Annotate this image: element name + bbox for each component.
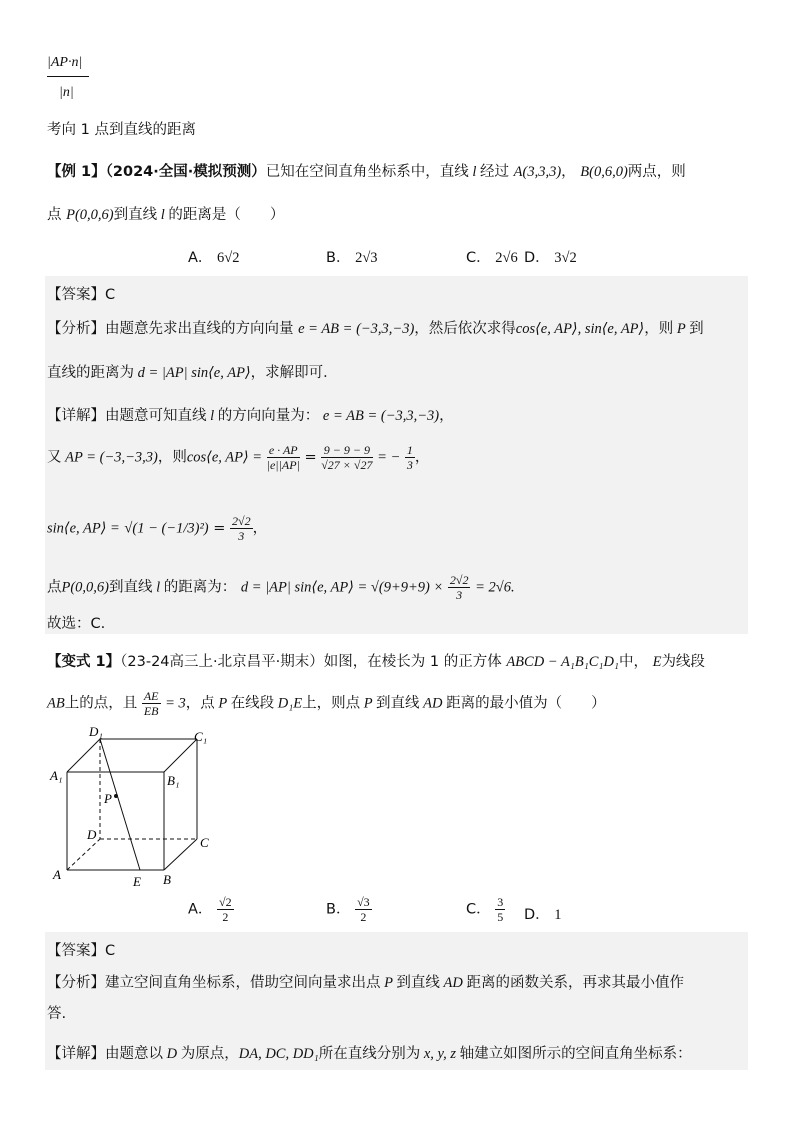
variant1-analysis-line1: 【分析】建立空间直角坐标系，借助空间向量求出点 P 到直线 AD 距离的函数关系，再求其最小值作 — [47, 975, 684, 991]
label-B1: B₁ — [167, 773, 180, 788]
example1-stem-text: 到直线 — [113, 207, 158, 223]
label-P: P — [104, 791, 112, 806]
variant-option-a[interactable]: A． $\frac{√2}{2}$ — [188, 895, 232, 924]
top-formula — [47, 55, 89, 101]
example1-stem-text: 两点，则 — [627, 164, 686, 180]
label-D1: D₁ — [89, 724, 103, 739]
example1-source: （2024·全国·模拟预测） — [105, 164, 266, 180]
example1-stem-line1: 【例 1】（2024·全国·模拟预测）已知在空间直角坐标系中，直线 l 经过 A(3,3,3)， B(0,6,0)两点，则 — [47, 164, 686, 180]
section-title: 考向 1 点到直线的距离 — [47, 122, 196, 138]
point-b: B(0,6,0) — [580, 164, 628, 180]
direction-vector: e = AB = (−3,3,−3) — [298, 321, 415, 337]
point-a: A(3,3,3) — [513, 164, 562, 180]
example1-stem-text: 已知在空间直角坐标系中，直线 — [265, 164, 469, 180]
cube-figure — [47, 722, 227, 892]
label-A: A — [53, 867, 61, 882]
variant1-analysis-line2: 答. — [47, 1006, 67, 1022]
example1-stem-line2: 点 P(0,0,6)到直线 l 的距离是（ ） — [47, 207, 285, 223]
variant-option-d[interactable]: D． 1 — [524, 907, 562, 923]
variant1-stem-line2: AB上的点，且 $\frac{AE}{EB}$ = 3，点 P 在线段 D₁E上，则点 P 到直线 AD 距离的最小值为（ ） — [47, 689, 606, 718]
option-b[interactable]: B． 2√3 — [326, 250, 378, 266]
label-D: D — [87, 827, 97, 842]
option-d[interactable]: D． 3√2 — [524, 250, 577, 266]
example1-stem-text: 点 — [47, 207, 62, 223]
cube-name: ABCD − A₁B₁C₁D₁ — [506, 654, 619, 670]
variant-option-c[interactable]: C． $\frac{3}{5}$ — [466, 895, 504, 924]
example1-stem-text: 经过 — [480, 164, 510, 180]
example1-detail-line3: sin⟨e, AP⟩ = √(1 − (−1/3)²) = $\frac{2√2}{3}$ ， — [47, 514, 268, 543]
example1-detail-line4: 点P(0,0,6)到直线 l 的距离为： d = |AP| sin⟨e, AP⟩ = √(9+9+9) × $\frac{2√2}{3}$ = 2√6. — [47, 573, 515, 602]
formula-denominator: |n| — [59, 85, 74, 100]
option-c[interactable]: C． 2√6 — [466, 250, 518, 266]
example1-stem-text: 的距离是（ ） — [168, 207, 285, 223]
example1-analysis-line1: 【分析】由题意先求出直线的方向向量 e = AB = (−3,3,−3)，然后依次求得cos⟨e, AP⟩, sin⟨e, AP⟩，则 P 到 — [47, 321, 704, 337]
variant1-detail-line1: 【详解】由题意以 D 为原点，DA, DC, DD₁所在直线分别为 x, y, z 轴建立如图所示的空间直角坐标系： — [47, 1046, 692, 1062]
point-p-dot — [114, 794, 118, 798]
example1-analysis-line2: 直线的距离为 d = |AP| sin⟨e, AP⟩，求解即可． — [47, 365, 338, 381]
option-a[interactable]: A． 6√2 — [188, 250, 240, 266]
label-E: E — [133, 874, 141, 889]
example1-tag: 【例 1】 — [47, 164, 106, 180]
formula-bar — [47, 76, 89, 77]
example1-conclusion: 故选：C. — [47, 616, 106, 632]
label-B: B — [163, 872, 171, 887]
label-C: C — [200, 835, 209, 850]
variant1-stem-line1: 【变式 1】（23-24高三上·北京昌平·期末）如图，在棱长为 1 的正方体 ABCD − A₁B₁C₁D₁中， E为线段 — [47, 654, 705, 670]
example1-detail-line1: 【详解】由题意可知直线 l 的方向向量为： e = AB = (−3,3,−3)， — [47, 408, 454, 424]
example1-detail-line2: 又 AP = (−3,−3,3)，则cos⟨e, AP⟩ = $\frac{e \cdot AP}{|e||AP|}$ = $\frac{9 - 9 - 9}{√27 \times √27}$ = − $\frac{1}{3}$ ， — [47, 443, 430, 472]
variant-option-b[interactable]: B． $\frac{√3}{2}$ — [326, 895, 370, 924]
formula-numerator: |AP·n| — [47, 55, 83, 70]
example1-answer: 【答案】C — [47, 287, 116, 303]
label-C1: C₁ — [194, 729, 208, 744]
point-p: P(0,0,6) — [66, 207, 114, 223]
variant1-answer: 【答案】C — [47, 943, 116, 959]
label-A1: A₁ — [50, 768, 63, 783]
